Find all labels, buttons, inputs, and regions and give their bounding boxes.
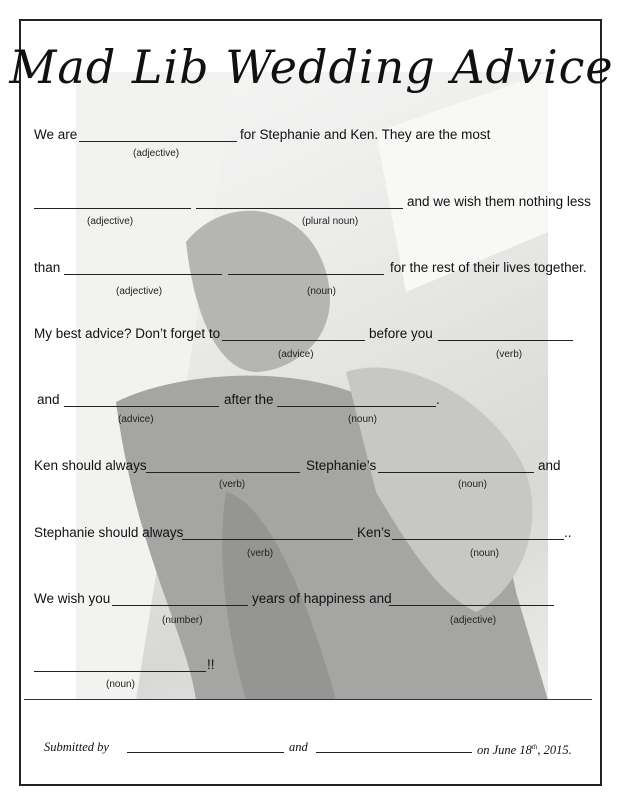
advice-line-6 (0, 457, 623, 477)
blank-number[interactable] (112, 605, 248, 606)
hint-verb: (verb) (247, 548, 274, 559)
line-text: We wish you (34, 591, 111, 606)
advice-line-9 (0, 656, 623, 676)
blank-verb[interactable] (182, 539, 353, 540)
line-text: Stephanie should always (34, 525, 184, 540)
line-text: than (34, 260, 61, 275)
blank-noun[interactable] (392, 539, 564, 540)
advice-line-4 (0, 325, 623, 345)
blank-adjective[interactable] (34, 208, 191, 209)
line-text: and we wish them nothing less (407, 194, 591, 209)
submitted-by-line (0, 739, 623, 759)
line-text: before you (369, 326, 433, 341)
advice-line-5 (0, 391, 623, 411)
hint-noun: (noun) (106, 679, 135, 690)
line-text: after the (224, 392, 274, 407)
blank-adjective[interactable] (79, 141, 237, 142)
line-text: and (37, 392, 60, 407)
blank-name-1[interactable] (127, 752, 284, 753)
line-text: Ken’s (357, 525, 391, 540)
advice-line-8 (0, 590, 623, 610)
line-text: Ken should always (34, 458, 147, 473)
line-text: !! (207, 657, 215, 672)
line-text: We are (34, 127, 78, 142)
hint-adjective: (adjective) (133, 148, 180, 159)
submitted-by-label: Submitted by (44, 740, 109, 754)
hint-number: (number) (162, 615, 203, 626)
date-label: on June 18th, 2015. (477, 743, 572, 758)
line-text: and (538, 458, 561, 473)
blank-verb[interactable] (146, 472, 300, 473)
line-text: for Stephanie and Ken. They are the most (240, 127, 491, 142)
blank-adjective[interactable] (64, 274, 222, 275)
line-text: . (436, 392, 440, 407)
line-text: years of happiness and (252, 591, 392, 606)
blank-noun[interactable] (228, 274, 384, 275)
line-text: for the rest of their lives together. (390, 260, 587, 275)
blank-name-2[interactable] (316, 752, 472, 753)
hint-noun: (noun) (348, 414, 377, 425)
footer-divider (24, 699, 592, 700)
hint-adjective: (adjective) (87, 216, 134, 227)
line-text: Stephanie’s (306, 458, 377, 473)
hint-noun: (noun) (307, 286, 336, 297)
line-text: My best advice? Don’t forget to (34, 326, 221, 341)
hint-verb: (verb) (219, 479, 246, 490)
blank-noun[interactable] (378, 472, 534, 473)
blank-plural-noun[interactable] (196, 208, 403, 209)
hint-noun: (noun) (458, 479, 487, 490)
page-title: Mad Lib Wedding Advice (9, 40, 614, 94)
hint-noun: (noun) (470, 548, 499, 559)
hint-plural-noun: (plural noun) (302, 216, 359, 227)
advice-line-2 (0, 193, 623, 213)
blank-noun[interactable] (34, 671, 206, 672)
hint-verb: (verb) (496, 349, 523, 360)
blank-advice[interactable] (64, 406, 219, 407)
hint-adjective: (adjective) (450, 615, 497, 626)
blank-verb[interactable] (438, 340, 573, 341)
blank-noun[interactable] (277, 406, 436, 407)
hint-adjective: (adjective) (116, 286, 163, 297)
line-text: .. (564, 525, 572, 540)
advice-line-1 (0, 126, 623, 146)
blank-adjective[interactable] (389, 605, 554, 606)
and-label: and (289, 740, 308, 754)
hint-advice: (advice) (118, 414, 154, 425)
blank-advice[interactable] (222, 340, 365, 341)
hint-advice: (advice) (278, 349, 314, 360)
advice-line-7 (0, 524, 623, 544)
advice-line-3 (0, 259, 623, 279)
